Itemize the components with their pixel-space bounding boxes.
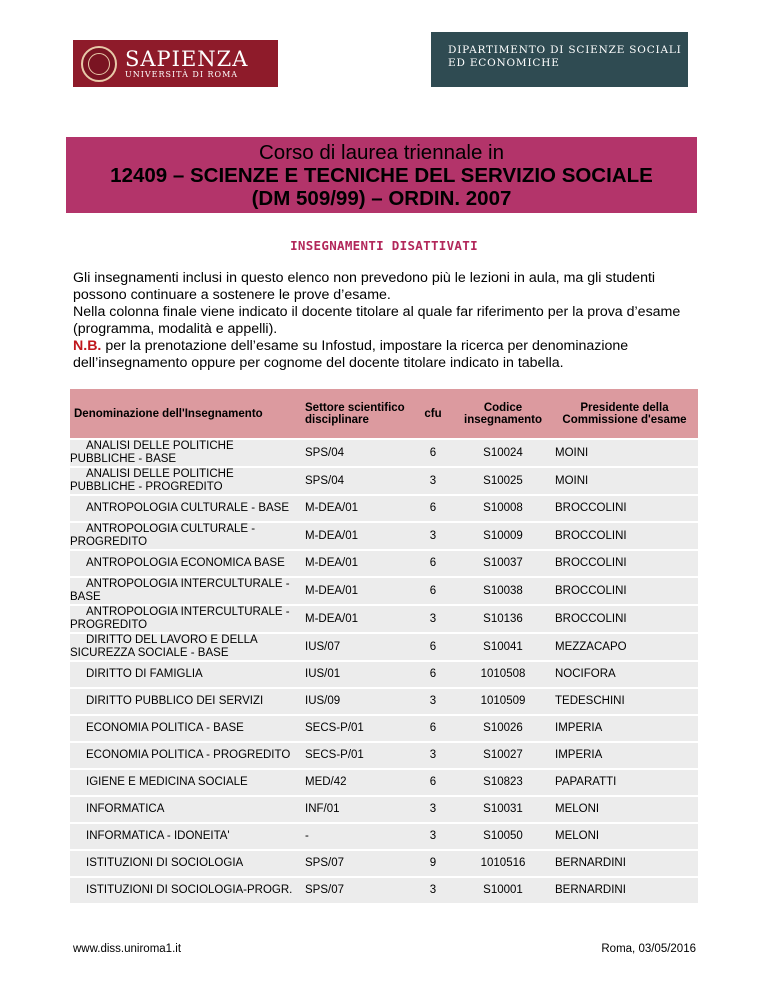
sector-cell: SECS-P/01 (301, 742, 411, 769)
president-cell: BROCCOLINI (551, 550, 698, 577)
cfu-cell: 6 (411, 495, 455, 522)
course-code-cell: S10009 (455, 522, 551, 550)
course-name-cell: DIRITTO PUBBLICO DEI SERVIZI (70, 688, 301, 715)
course-code-cell: S10038 (455, 577, 551, 605)
header-president: Presidente della Commissione d'esame (551, 389, 698, 439)
sector-cell: SPS/04 (301, 439, 411, 467)
course-name-cell: ANTROPOLOGIA CULTURALE - PROGREDITO (70, 522, 301, 550)
table-row (70, 550, 698, 577)
course-code-cell: S10027 (455, 742, 551, 769)
course-code-cell: S10037 (455, 550, 551, 577)
table-row (70, 605, 698, 633)
sector-cell: IUS/09 (301, 688, 411, 715)
header-code: Codice insegnamento (455, 389, 551, 439)
sector-cell: - (301, 823, 411, 850)
president-cell: PAPARATTI (551, 769, 698, 796)
university-name: SAPIENZA (125, 46, 249, 71)
president-cell: BERNARDINI (551, 850, 698, 877)
title-band (66, 137, 697, 213)
title-line3: (DM 509/99) – ORDIN. 2007 (251, 187, 512, 210)
course-name-cell: IGIENE E MEDICINA SOCIALE (70, 769, 301, 796)
department-logo (431, 32, 688, 87)
course-code-cell: S10031 (455, 796, 551, 823)
course-name-cell: ECONOMIA POLITICA - BASE (70, 715, 301, 742)
table-row (70, 661, 698, 688)
course-code-cell: S10001 (455, 877, 551, 904)
course-name-cell: DIRITTO DI FAMIGLIA (70, 661, 301, 688)
course-name-cell: ANTROPOLOGIA CULTURALE - BASE (70, 495, 301, 522)
table-row (70, 769, 698, 796)
table-row (70, 715, 698, 742)
table-row (70, 495, 698, 522)
university-subtitle: UNIVERSITÀ DI ROMA (125, 69, 239, 79)
table-row (70, 850, 698, 877)
course-name-cell: ISTITUZIONI DI SOCIOLOGIA (70, 850, 301, 877)
footer-place-date: Roma, 03/05/2016 (601, 943, 696, 955)
sector-cell: SECS-P/01 (301, 715, 411, 742)
president-cell: TEDESCHINI (551, 688, 698, 715)
sector-cell: SPS/07 (301, 850, 411, 877)
course-name-cell: INFORMATICA - IDONEITA' (70, 823, 301, 850)
header-sector: Settore scientifico disciplinare (301, 389, 411, 439)
course-code-cell: S10041 (455, 633, 551, 661)
president-cell: IMPERIA (551, 742, 698, 769)
course-code-cell: S10050 (455, 823, 551, 850)
course-code-cell: S10025 (455, 467, 551, 495)
course-name-cell: ANTROPOLOGIA INTERCULTURALE - PROGREDITO (70, 605, 301, 633)
cfu-cell: 9 (411, 850, 455, 877)
course-name-cell: ECONOMIA POLITICA - PROGREDITO (70, 742, 301, 769)
course-name-cell: INFORMATICA (70, 796, 301, 823)
table-row (70, 577, 698, 605)
sector-cell: SPS/04 (301, 467, 411, 495)
president-cell: BROCCOLINI (551, 577, 698, 605)
cfu-cell: 6 (411, 715, 455, 742)
course-code-cell: 1010516 (455, 850, 551, 877)
cfu-cell: 3 (411, 742, 455, 769)
table-row (70, 522, 698, 550)
president-cell: MOINI (551, 439, 698, 467)
intro-nb (73, 338, 703, 372)
sector-cell: MED/42 (301, 769, 411, 796)
intro-paragraph-2: Nella colonna finale viene indicato il docente titolare al quale far riferimento per la prova d’esame (programma, modalità e appelli). (73, 304, 681, 337)
course-name-cell: ANALISI DELLE POLITICHE PUBBLICHE - PROGREDITO (70, 467, 301, 495)
president-cell: BERNARDINI (551, 877, 698, 904)
title-line1: Corso di laurea triennale in (259, 141, 504, 164)
cfu-cell: 3 (411, 467, 455, 495)
course-name-cell: ANTROPOLOGIA ECONOMICA BASE (70, 550, 301, 577)
table-body (70, 439, 698, 904)
sector-cell: INF/01 (301, 796, 411, 823)
university-seal-icon (81, 46, 117, 82)
president-cell: NOCIFORA (551, 661, 698, 688)
table-header-row (70, 389, 698, 439)
president-cell: MOINI (551, 467, 698, 495)
sector-cell: M-DEA/01 (301, 522, 411, 550)
course-code-cell: 1010509 (455, 688, 551, 715)
cfu-cell: 3 (411, 522, 455, 550)
sector-cell: SPS/07 (301, 877, 411, 904)
table-row (70, 823, 698, 850)
cfu-cell: 6 (411, 550, 455, 577)
sector-cell: IUS/07 (301, 633, 411, 661)
course-name-cell: ANALISI DELLE POLITICHE PUBBLICHE - BASE (70, 439, 301, 467)
course-code-cell: S10008 (455, 495, 551, 522)
table-row (70, 796, 698, 823)
intro-paragraph-1: Gli insegnamenti inclusi in questo elenco non prevedono più le lezioni in aula, ma gli studenti possono continuare a sostenere le prove d’esame. (73, 270, 656, 303)
nb-text: per la prenotazione dell’esame su Infostud, impostare la ricerca per denominazione dell’insegnamento oppure per cognome del docente titolare indicato in tabella. (73, 338, 629, 371)
president-cell: BROCCOLINI (551, 495, 698, 522)
president-cell: BROCCOLINI (551, 522, 698, 550)
cfu-cell: 6 (411, 633, 455, 661)
course-name-cell: ANTROPOLOGIA INTERCULTURALE - BASE (70, 577, 301, 605)
nb-label: N.B. (73, 338, 102, 354)
table-row (70, 688, 698, 715)
intro-text (73, 270, 703, 372)
cfu-cell: 3 (411, 877, 455, 904)
course-code-cell: S10026 (455, 715, 551, 742)
sector-cell: M-DEA/01 (301, 605, 411, 633)
courses-table (70, 389, 698, 905)
table-row (70, 877, 698, 904)
cfu-cell: 6 (411, 661, 455, 688)
cfu-cell: 3 (411, 796, 455, 823)
title-line2: 12409 – SCIENZE E TECNICHE DEL SERVIZIO SOCIALE (110, 164, 653, 187)
footer-website[interactable]: www.diss.uniroma1.it (73, 943, 182, 955)
table-row (70, 439, 698, 467)
header-cfu: cfu (411, 389, 455, 439)
cfu-cell: 3 (411, 688, 455, 715)
sector-cell: M-DEA/01 (301, 550, 411, 577)
table-row (70, 633, 698, 661)
course-code-cell: S10024 (455, 439, 551, 467)
president-cell: MELONI (551, 823, 698, 850)
section-heading: INSEGNAMENTI DISATTIVATI (290, 238, 478, 253)
cfu-cell: 3 (411, 605, 455, 633)
cfu-cell: 6 (411, 769, 455, 796)
president-cell: MELONI (551, 796, 698, 823)
president-cell: IMPERIA (551, 715, 698, 742)
course-name-cell: ISTITUZIONI DI SOCIOLOGIA-PROGR. (70, 877, 301, 904)
department-line2: ED ECONOMICHE (448, 57, 560, 69)
table-row (70, 467, 698, 495)
sector-cell: M-DEA/01 (301, 577, 411, 605)
header-name: Denominazione dell'Insegnamento (70, 389, 301, 439)
sector-cell: IUS/01 (301, 661, 411, 688)
president-cell: MEZZACAPO (551, 633, 698, 661)
course-code-cell: 1010508 (455, 661, 551, 688)
course-code-cell: S10823 (455, 769, 551, 796)
sapienza-logo (73, 40, 278, 87)
cfu-cell: 6 (411, 577, 455, 605)
course-code-cell: S10136 (455, 605, 551, 633)
table-row (70, 742, 698, 769)
cfu-cell: 3 (411, 823, 455, 850)
sector-cell: M-DEA/01 (301, 495, 411, 522)
president-cell: BROCCOLINI (551, 605, 698, 633)
course-name-cell: DIRITTO DEL LAVORO E DELLA SICUREZZA SOCIALE - BASE (70, 633, 301, 661)
cfu-cell: 6 (411, 439, 455, 467)
department-line1: DIPARTIMENTO DI SCIENZE SOCIALI (448, 44, 682, 56)
